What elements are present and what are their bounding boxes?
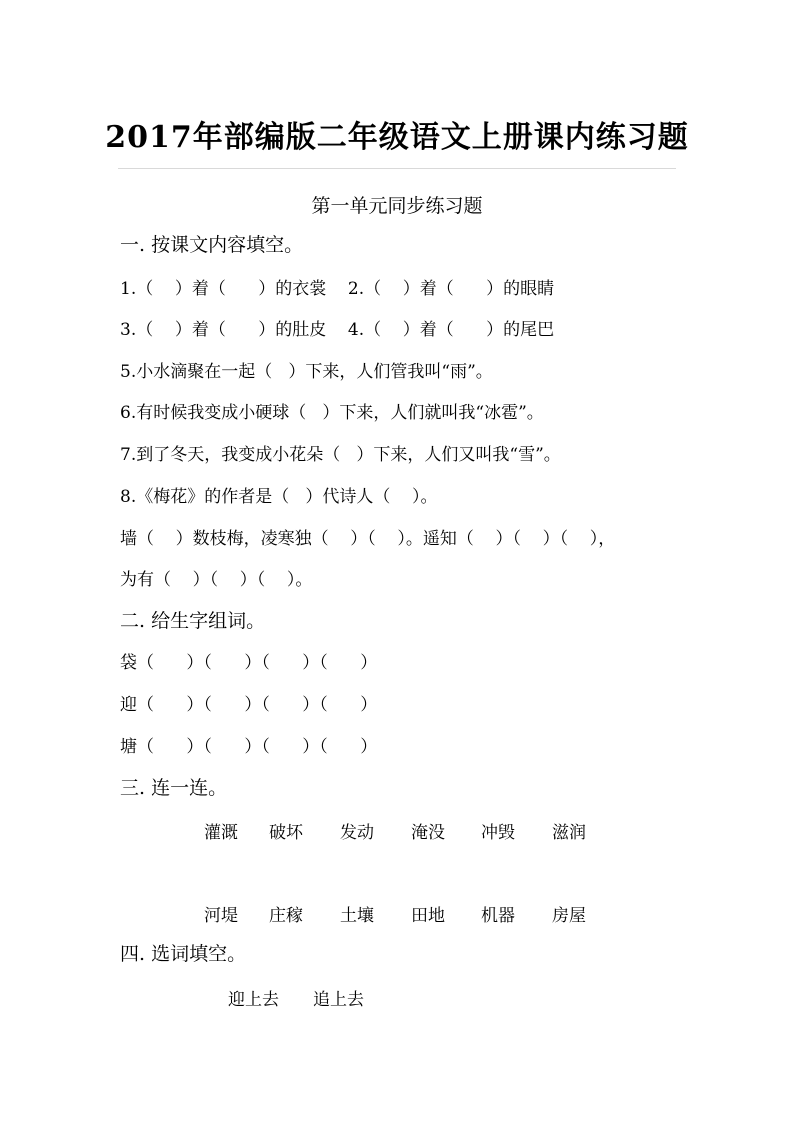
word-choice: 追上去 <box>313 990 364 1010</box>
poem-line-1: 墙（ ）数枝梅，凌寒独（ ）（ ）。遥知（ ）（ ）（ ）， <box>120 529 616 549</box>
match-word-bottom: 庄稼 <box>269 906 303 926</box>
match-word-bottom: 河堤 <box>204 906 238 926</box>
match-word-top: 淹没 <box>411 823 445 843</box>
section3-heading: 三. 连一连。 <box>120 777 228 799</box>
section1-item: 8.《梅花》的作者是（ ）代诗人（ ）。 <box>120 487 438 507</box>
word-group-row: 塘（ ）（ ）（ ）（ ） <box>120 737 378 757</box>
section1-item: 6.有时候我变成小硬球（ ）下来，人们就叫我“冰雹”。 <box>120 403 544 423</box>
word-group-row: 袋（ ）（ ）（ ）（ ） <box>120 653 378 673</box>
match-word-bottom: 房屋 <box>552 906 586 926</box>
match-word-bottom: 田地 <box>411 906 445 926</box>
match-word-top: 破坏 <box>269 823 303 843</box>
section1-item: 1.（ ）着（ ）的衣裳 2.（ ）着（ ）的眼睛 <box>120 279 555 299</box>
word-choice: 迎上去 <box>228 990 279 1010</box>
match-word-top: 灌溉 <box>204 823 238 843</box>
section1-item: 5.小水滴聚在一起（ ）下来，人们管我叫“雨”。 <box>120 362 493 382</box>
section1-heading: 一. 按课文内容填空。 <box>120 234 304 256</box>
page-title: 2017年部编版二年级语文上册课内练习题 <box>105 120 689 155</box>
match-word-bottom: 机器 <box>481 906 515 926</box>
section4-heading: 四. 选词填空。 <box>120 943 247 965</box>
match-word-top: 滋润 <box>552 823 586 843</box>
match-word-top: 冲毁 <box>481 823 515 843</box>
section1-item: 7.到了冬天，我变成小花朵（ ）下来，人们又叫我“雪”。 <box>120 445 561 465</box>
section2-heading: 二. 给生字组词。 <box>120 610 266 632</box>
title-divider <box>118 168 676 169</box>
section1-item: 3.（ ）着（ ）的肚皮 4.（ ）着（ ）的尾巴 <box>120 320 555 340</box>
poem-line-2: 为有（ ）（ ）（ ）。 <box>120 570 313 590</box>
word-group-row: 迎（ ）（ ）（ ）（ ） <box>120 695 378 715</box>
unit-subtitle: 第一单元同步练习题 <box>311 195 483 217</box>
match-word-bottom: 土壤 <box>340 906 374 926</box>
match-word-top: 发动 <box>340 823 374 843</box>
